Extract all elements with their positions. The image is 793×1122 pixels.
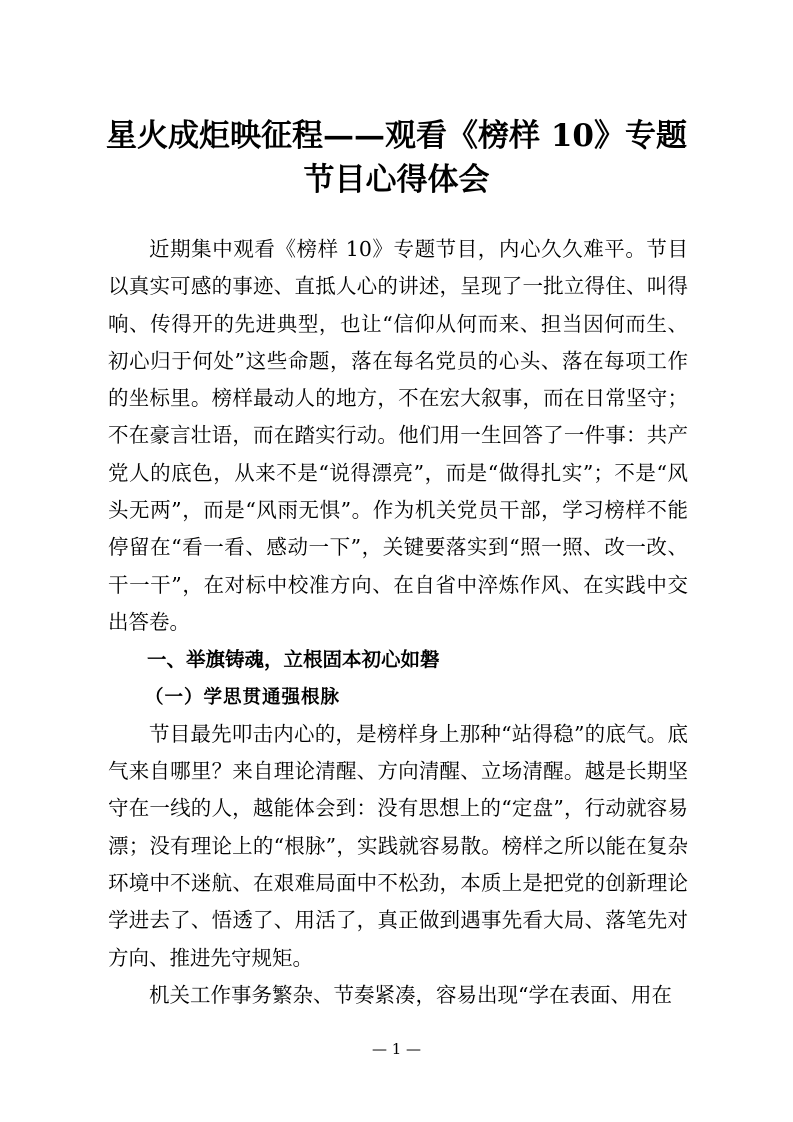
paragraph-section-2: 机关工作事务繁杂、节奏紧凑，容易出现“学在表面、用在 <box>149 982 672 1007</box>
paragraph-intro: 近期集中观看《榜样 10》专题节目，内心久久难平。节目以真实可感的事迹、直抵人心的讲述，呈现了一批立得住、叫得响、传得开的先进典型，也让“信仰从何而来、担当因何而生、初心归于何处”这些命题，落在每名党员的心头、落在每项工作的坐标里。榜样最动人的地方，不在宏大叙事，而在日常坚守；不在豪言壮语，而在踏实行动。他们用一生回答了一件事：共产党人的底色，从来不是“说得漂亮”，而是“做得扎实”；不是“风头无两”，而是“风雨无惧”。作为机关党员干部，学习榜样不能停留在“看一看、感动一下”，关键要落实到“照一照、改一改、干一干”，在对标中校准方向、在自省中淬炼作风、在实践中交出答卷。 <box>108 237 688 634</box>
section-heading-1: 一、举旗铸魂，立根固本初心如磐 <box>147 648 440 672</box>
paragraph-section-1: 节目最先叩击内心的，是榜样身上那种“站得稳”的底气。底气来自哪里？来自理论清醒、方向清醒、立场清醒。越是长期坚守在一线的人，越能体会到：没有思想上的“定盘”，行动就容易漂；没有理论上的“根脉”，实践就容易散。榜样之所以能在复杂环境中不迷航、在艰难局面中不松劲，本质上是把党的创新理论学进去了、悟透了、用活了，真正做到遇事先看大局、落笔先对方向、推进先守规矩。 <box>108 721 688 970</box>
document-body <box>108 231 688 1014</box>
document-title-line-1: 星火成炬映征程——观看《榜样 10》专题 <box>106 118 687 154</box>
subsection-heading-1: （一）学思贯通强根脉 <box>145 686 341 708</box>
page-number: — 1 — <box>371 1040 422 1058</box>
document-title-line-2: 节目心得体会 <box>303 162 490 198</box>
